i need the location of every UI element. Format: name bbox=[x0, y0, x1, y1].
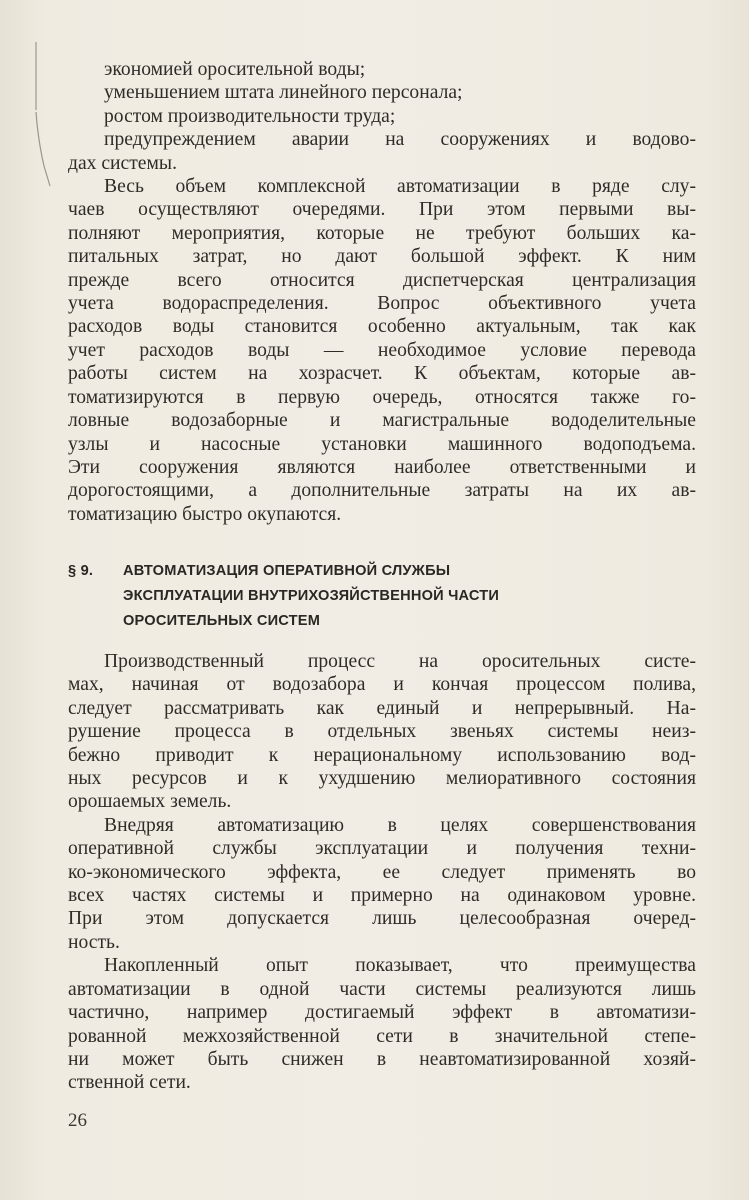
paragraph-line: бежно приводит к нерациональному использованию вод- bbox=[68, 744, 696, 766]
paragraph-line: мах, начиная от водозабора и кончая процессом полива, bbox=[68, 674, 696, 696]
paragraph-line: томатизацию быстро окупаются. bbox=[68, 503, 342, 525]
paragraph-line: При этом допускается лишь целесообразная очеред- bbox=[68, 908, 696, 930]
paragraph-line: ко-экономического эффекта, ее следует применять во bbox=[68, 861, 696, 883]
paragraph-line: учета водораспределения. Вопрос объективного учета bbox=[68, 293, 696, 315]
text-block-top bbox=[68, 58, 696, 526]
paragraph-line: чаев осуществляют очередями. При этом первыми вы- bbox=[68, 199, 696, 221]
paragraph-line: оперативной службы эксплуатации и получения техни- bbox=[68, 838, 696, 860]
heading-line: ОРОСИТЕЛЬНЫХ СИСТЕМ bbox=[123, 613, 321, 629]
list-item: экономией оросительной воды; bbox=[104, 59, 366, 80]
paragraph-line: всех частях системы и примерно на одинаковом уровне. bbox=[68, 885, 696, 907]
list-item: ростом производительности труда; bbox=[104, 105, 396, 127]
paragraph-line: узлы и насосные установки машинного водоподъема. bbox=[68, 433, 696, 455]
paragraph-line: следует рассматривать как единый и непрерывный. На- bbox=[68, 697, 696, 719]
paragraph-line: автоматизации в одной части системы реализуются лишь bbox=[68, 978, 696, 1000]
paragraph-line: Накопленный опыт показывает, что преимущества bbox=[104, 955, 696, 977]
paragraph-line: орошаемых земель. bbox=[68, 791, 232, 813]
paragraph-line: рушение процесса в отдельных звеньях системы неиз- bbox=[68, 721, 696, 743]
paragraph-line: полняют мероприятия, которые не требуют больших ка- bbox=[68, 222, 696, 244]
paragraph-line: Весь объем комплексной автоматизации в ряде слу- bbox=[104, 176, 696, 198]
section-number: § 9. bbox=[68, 563, 94, 579]
paragraph-line: питальных затрат, но дают большой эффект. К ним bbox=[68, 246, 696, 268]
paragraph-line: расходов воды становится особенно актуальным, так как bbox=[68, 316, 696, 338]
paragraph-line: Эти сооружения являются наиболее ответственными и bbox=[68, 456, 696, 478]
list-item: предупреждением аварии на сооружениях и водово- bbox=[104, 129, 696, 151]
heading-line: АВТОМАТИЗАЦИЯ ОПЕРАТИВНОЙ СЛУЖБЫ bbox=[123, 563, 451, 579]
paragraph-line: дорогостоящими, а дополнительные затраты на их ав- bbox=[68, 480, 696, 502]
paragraph-line: Производственный процесс на оросительных систе- bbox=[104, 651, 696, 672]
paragraph-line: прежде всего относится диспетчерская централизация bbox=[68, 269, 696, 291]
section-heading bbox=[68, 559, 696, 634]
heading-line: ЭКСПЛУАТАЦИИ ВНУТРИХОЗЯЙСТВЕННОЙ ЧАСТИ bbox=[123, 588, 500, 604]
paragraph-line: ни может быть снижен в неавтоматизированной хозяй- bbox=[68, 1048, 696, 1070]
paragraph-line: рованной межхозяйственной сети в значительной степе- bbox=[68, 1025, 696, 1047]
paragraph-line: работы систем на хозрасчет. К объектам, которые ав- bbox=[68, 363, 696, 385]
paragraph-line: ственной сети. bbox=[68, 1072, 191, 1094]
paragraph-line: Внедряя автоматизацию в целях совершенствования bbox=[104, 814, 696, 836]
paragraph-line: ловные водозаборные и магистральные вододелительные bbox=[68, 410, 696, 432]
paragraph-line: томатизируются в первую очередь, относятся также го- bbox=[68, 386, 696, 408]
margin-pencil-mark bbox=[28, 40, 54, 190]
list-item: уменьшением штата линейного персонала; bbox=[104, 82, 463, 104]
text-block-bottom bbox=[68, 650, 696, 1095]
paragraph-line: частично, например достигаемый эффект в автоматизи- bbox=[68, 1002, 696, 1024]
paragraph-line: ность. bbox=[68, 931, 120, 953]
paragraph-line: ных ресурсов и к ухудшению мелиоративного состояния bbox=[68, 768, 696, 790]
paragraph-line: учет расходов воды — необходимое условие перевода bbox=[68, 339, 696, 361]
page-number: 26 bbox=[68, 1110, 87, 1131]
list-item: дах системы. bbox=[68, 152, 177, 174]
